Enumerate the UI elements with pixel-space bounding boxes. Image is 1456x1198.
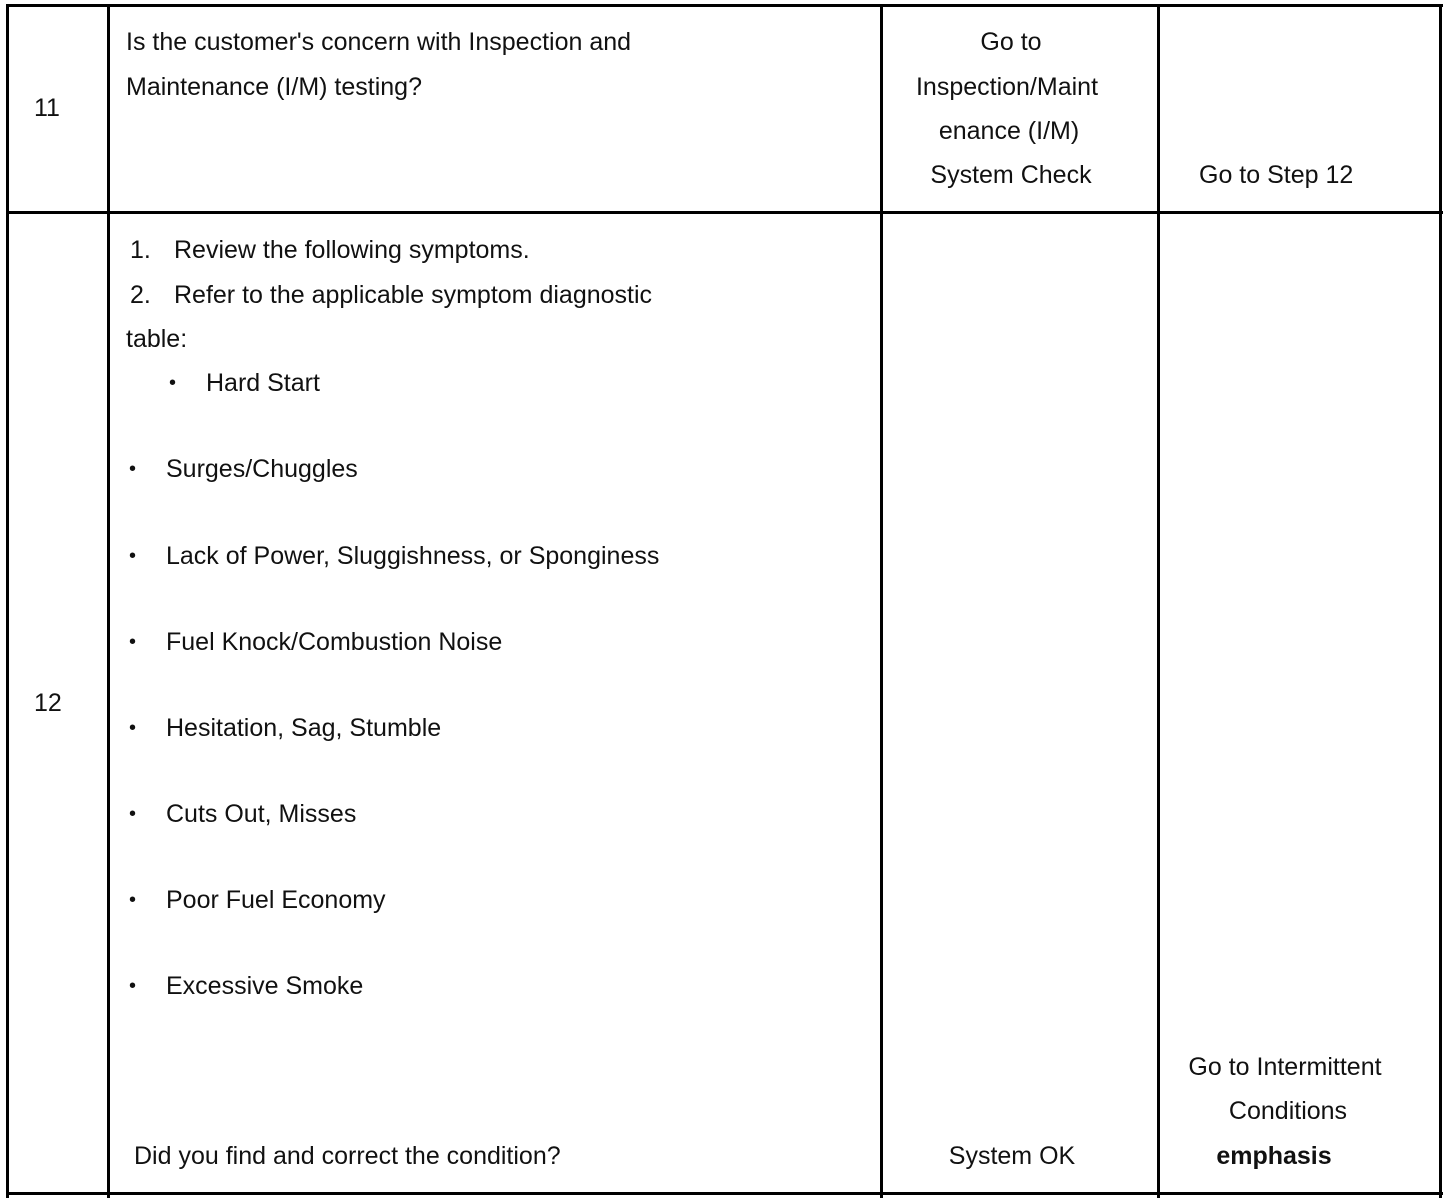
step-number: 11 <box>34 94 60 122</box>
no-result-line: Conditions <box>1228 1097 1348 1125</box>
bullet-marker: • <box>169 372 177 394</box>
symptom-item: Lack of Power, Sluggishness, or Sponginess <box>166 542 660 570</box>
action-text-line: Maintenance (I/M) testing? <box>126 73 422 101</box>
bullet-marker: • <box>129 889 137 911</box>
bullet-marker: • <box>129 545 137 567</box>
question-text: Did you find and correct the condition? <box>134 1142 561 1170</box>
bullet-marker: • <box>129 717 137 739</box>
column-divider-step <box>107 4 110 1198</box>
table-left-border <box>6 4 9 1198</box>
no-result-line: Go to Intermittent <box>1188 1053 1382 1081</box>
table-top-border <box>6 4 1443 7</box>
numbered-item-text: Review the following symptoms. <box>174 236 530 264</box>
table-bottom-border <box>6 1192 1443 1195</box>
row-divider <box>6 211 1443 214</box>
yes-result: System OK <box>948 1142 1076 1170</box>
column-divider-yes <box>1157 4 1160 1198</box>
symptom-item: Hesitation, Sag, Stumble <box>166 714 442 742</box>
yes-result-line: System Check <box>930 161 1092 189</box>
bullet-marker: • <box>129 631 137 653</box>
bullet-marker: • <box>129 975 137 997</box>
table-right-border <box>1439 4 1442 1198</box>
column-divider-action <box>880 4 883 1198</box>
symptom-item: Poor Fuel Economy <box>166 886 386 914</box>
symptom-item: Fuel Knock/Combustion Noise <box>166 628 503 656</box>
numbered-item-continuation: table: <box>126 325 188 353</box>
bullet-marker: • <box>129 458 137 480</box>
numbered-item-marker: 1. <box>130 236 151 264</box>
yes-result-line: enance (I/M) <box>938 117 1080 145</box>
no-result-emphasis: emphasis <box>1216 1142 1332 1170</box>
numbered-item-text: Refer to the applicable symptom diagnostic <box>174 281 653 309</box>
no-result: Go to Step 12 <box>1199 161 1354 189</box>
yes-result-line: Go to <box>980 28 1042 56</box>
symptom-item: Excessive Smoke <box>166 972 364 1000</box>
symptom-item: Cuts Out, Misses <box>166 800 357 828</box>
numbered-item-marker: 2. <box>130 281 151 309</box>
symptom-item: Surges/Chuggles <box>166 455 358 483</box>
bullet-marker: • <box>129 803 137 825</box>
yes-result-line: Inspection/Maint <box>915 73 1099 101</box>
action-text-line: Is the customer's concern with Inspection and <box>126 28 632 56</box>
symptom-item: Hard Start <box>206 369 320 397</box>
step-number: 12 <box>34 689 62 717</box>
